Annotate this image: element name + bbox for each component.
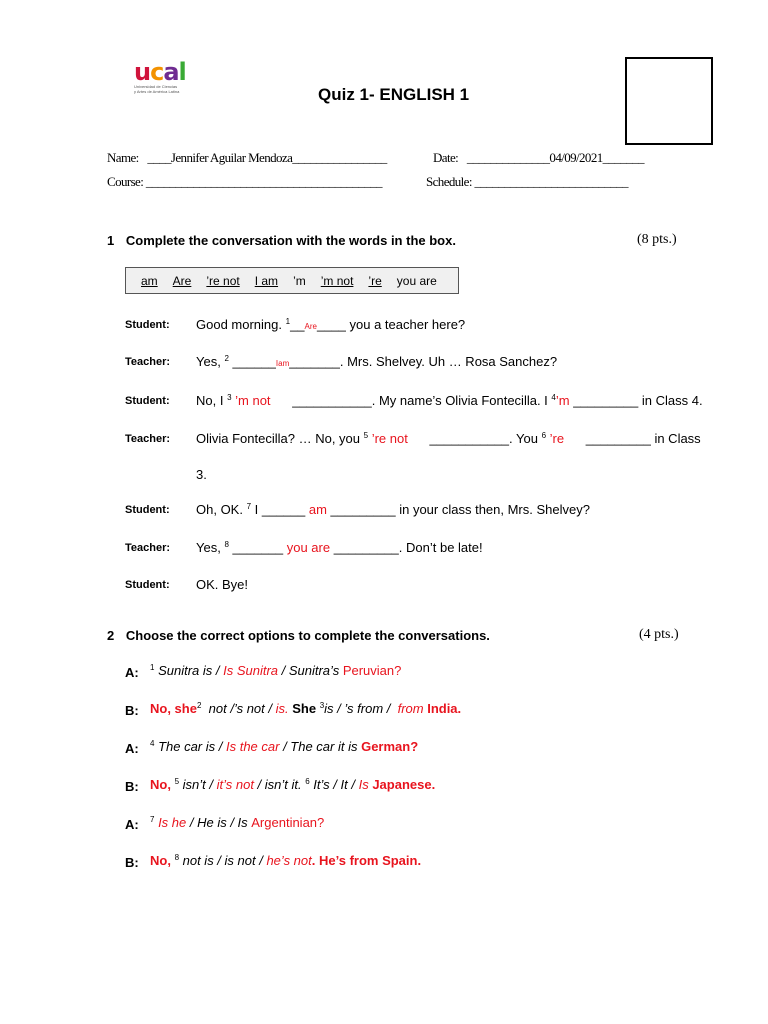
course-value: ________________________________________	[145, 174, 382, 189]
option-text: It’s / It /	[309, 777, 359, 792]
line-text: I ______	[251, 502, 309, 517]
q1-number: 1	[107, 233, 115, 248]
answer-text: Iam	[275, 359, 290, 368]
footnote-number: 6	[541, 431, 547, 440]
date-row	[433, 150, 644, 166]
answer-text: Is he	[154, 815, 187, 830]
footnote-number: 5	[174, 777, 180, 786]
schedule-row	[426, 174, 628, 190]
course-row	[107, 174, 382, 190]
line-text: Good morning.	[196, 317, 286, 332]
option-text: isn’t /	[179, 777, 217, 792]
logo-letters: ucal	[134, 58, 186, 86]
footnote-number: 1	[285, 317, 291, 326]
line-text: No, I	[196, 393, 228, 408]
speaker-student: Student:	[125, 579, 170, 591]
line-text: Olivia Fontecilla? … No, you	[196, 431, 364, 446]
answer-text: ’re not	[368, 431, 408, 446]
answer-text: . He’s from Spain.	[311, 853, 422, 868]
answer-text: Is Sunitra	[223, 663, 279, 678]
quiz-title: Quiz 1- ENGLISH 1	[318, 85, 470, 104]
footnote-number: 8	[174, 853, 180, 862]
date-label: Date:	[433, 150, 459, 165]
footnote-number: 3	[227, 393, 232, 402]
option-text: not is / is not /	[179, 853, 267, 868]
answer-text: German?	[361, 739, 419, 754]
line-text: _______. Mrs. Shelvey. Uh … Rosa Sanchez?	[289, 354, 558, 369]
q2-points: (4 pts.)	[639, 627, 679, 642]
university-logo	[134, 60, 196, 106]
speaker-student: Student:	[125, 319, 170, 331]
q2-row-4	[150, 777, 435, 792]
q1-instruction: Complete the conversation with the words in the box.	[125, 233, 456, 248]
answer-text: he’s not	[266, 853, 312, 868]
speaker-student: Student:	[125, 395, 170, 407]
line-text: _______	[228, 540, 287, 555]
line-text: She	[288, 701, 320, 716]
schedule-label: Schedule:	[426, 174, 472, 189]
blank: ______	[228, 354, 276, 369]
line-text: _________ in your class then, Mrs. Shelvey?	[326, 502, 590, 517]
answer-text: it’s not	[216, 777, 254, 792]
dialogue-line-4	[196, 431, 701, 446]
q2-instruction: Choose the correct options to complete the conversations.	[125, 628, 490, 643]
dialogue-line-4-cont: 3.	[196, 467, 207, 482]
schedule-value: __________________________	[474, 174, 628, 189]
word-7: ’re	[368, 273, 382, 288]
answer-text: is.	[275, 701, 289, 716]
answer-text: India.	[423, 701, 462, 716]
answer-text: No,	[150, 853, 175, 868]
q1-heading	[107, 233, 456, 248]
line-text: _________ in Class	[564, 431, 701, 446]
option-text: / isn’t it.	[253, 777, 306, 792]
course-label: Course:	[107, 174, 144, 189]
speaker-teacher: Teacher:	[125, 356, 171, 368]
answer-text: am	[308, 502, 327, 517]
line-text: ___________. My name’s Olivia Fontecilla. I	[270, 393, 552, 408]
answer-text: ’re	[546, 431, 565, 446]
logo-subtitle-1: Universidad de Ciencias	[134, 84, 178, 89]
word-8: you are	[396, 273, 437, 288]
grade-box	[625, 57, 713, 145]
line-text: Yes,	[196, 540, 225, 555]
footnote-number: 4	[150, 739, 155, 748]
q2-heading	[107, 628, 490, 643]
speaker-a: A:	[125, 665, 139, 680]
name-value: ____Jennifer Aguilar Mendoza________________	[147, 150, 387, 165]
footnote-number: 6	[305, 777, 310, 786]
option-text: is / ’s from /	[324, 701, 398, 716]
q2-number: 2	[107, 628, 115, 643]
word-box	[125, 267, 459, 294]
answer-text: Is the car	[225, 739, 280, 754]
footnote-number: 3	[319, 701, 325, 710]
option-text: / The car it is	[279, 739, 362, 754]
footnote-number: 7	[246, 502, 252, 511]
option-text: not /’s not /	[201, 701, 276, 716]
word-4: I am	[254, 273, 279, 288]
answer-text: Argentinian?	[251, 815, 325, 830]
footnote-number: 5	[363, 431, 369, 440]
answer-text: Is	[358, 777, 369, 792]
blank: __	[290, 317, 305, 332]
answer-text: ’m	[555, 393, 570, 408]
footnote-number: 1	[150, 663, 155, 672]
logo-subtitle-2: y Artes de América Latina	[134, 89, 180, 94]
line-text: _________ in Class 4.	[569, 393, 703, 408]
option-text: Sunitra is /	[154, 663, 224, 678]
option-text: / He is / Is	[186, 815, 252, 830]
answer-text: Japanese.	[368, 777, 436, 792]
speaker-b: B:	[125, 779, 139, 794]
footnote-number: 2	[224, 354, 229, 363]
footnote-number: 7	[150, 815, 155, 824]
answer-text: from	[397, 701, 424, 716]
dialogue-line-1	[196, 317, 465, 332]
word-1: am	[141, 273, 158, 288]
q2-row-6	[150, 853, 421, 868]
answer-text: Are	[304, 322, 317, 331]
speaker-b: B:	[125, 855, 139, 870]
q2-row-5	[150, 815, 324, 830]
option-text: / Sunitra’s	[278, 663, 343, 678]
name-row	[107, 150, 387, 166]
name-label: Name:	[107, 150, 139, 165]
word-3: ’re not	[206, 273, 240, 288]
word-2: Are	[172, 273, 192, 288]
q2-row-1	[150, 663, 401, 678]
q2-row-3	[150, 739, 418, 754]
speaker-teacher: Teacher:	[125, 542, 171, 554]
footnote-number: 8	[224, 540, 229, 549]
speaker-b: B:	[125, 703, 139, 718]
q2-row-2	[150, 701, 461, 716]
line-text: _________. Don’t be late!	[330, 540, 483, 555]
footnote-number: 2	[196, 701, 202, 710]
line-text: Oh, OK.	[196, 502, 247, 517]
word-6: ’m not	[320, 273, 354, 288]
dialogue-line-5	[196, 502, 590, 517]
line-text: ____ you a teacher here?	[316, 317, 466, 332]
answer-text: No,	[150, 777, 175, 792]
q1-points: (8 pts.)	[637, 232, 677, 247]
answer-text: you are	[286, 540, 331, 555]
speaker-teacher: Teacher:	[125, 433, 171, 445]
answer-text: Peruvian?	[342, 663, 402, 678]
speaker-a: A:	[125, 741, 139, 756]
dialogue-line-2	[196, 354, 557, 369]
option-text: The car is /	[154, 739, 226, 754]
dialogue-line-3	[196, 393, 703, 408]
word-5: ’m	[293, 273, 306, 288]
speaker-a: A:	[125, 817, 139, 832]
dialogue-line-6	[196, 540, 483, 555]
date-value: ______________04/09/2021_______	[466, 150, 644, 165]
speaker-student: Student:	[125, 504, 170, 516]
footnote-number: 4	[551, 393, 556, 402]
answer-text: No, she	[150, 701, 197, 716]
line-text: ___________. You	[407, 431, 542, 446]
dialogue-line-7: OK. Bye!	[196, 577, 249, 592]
answer-text: ’m not	[231, 393, 271, 408]
line-text: Yes,	[196, 354, 225, 369]
